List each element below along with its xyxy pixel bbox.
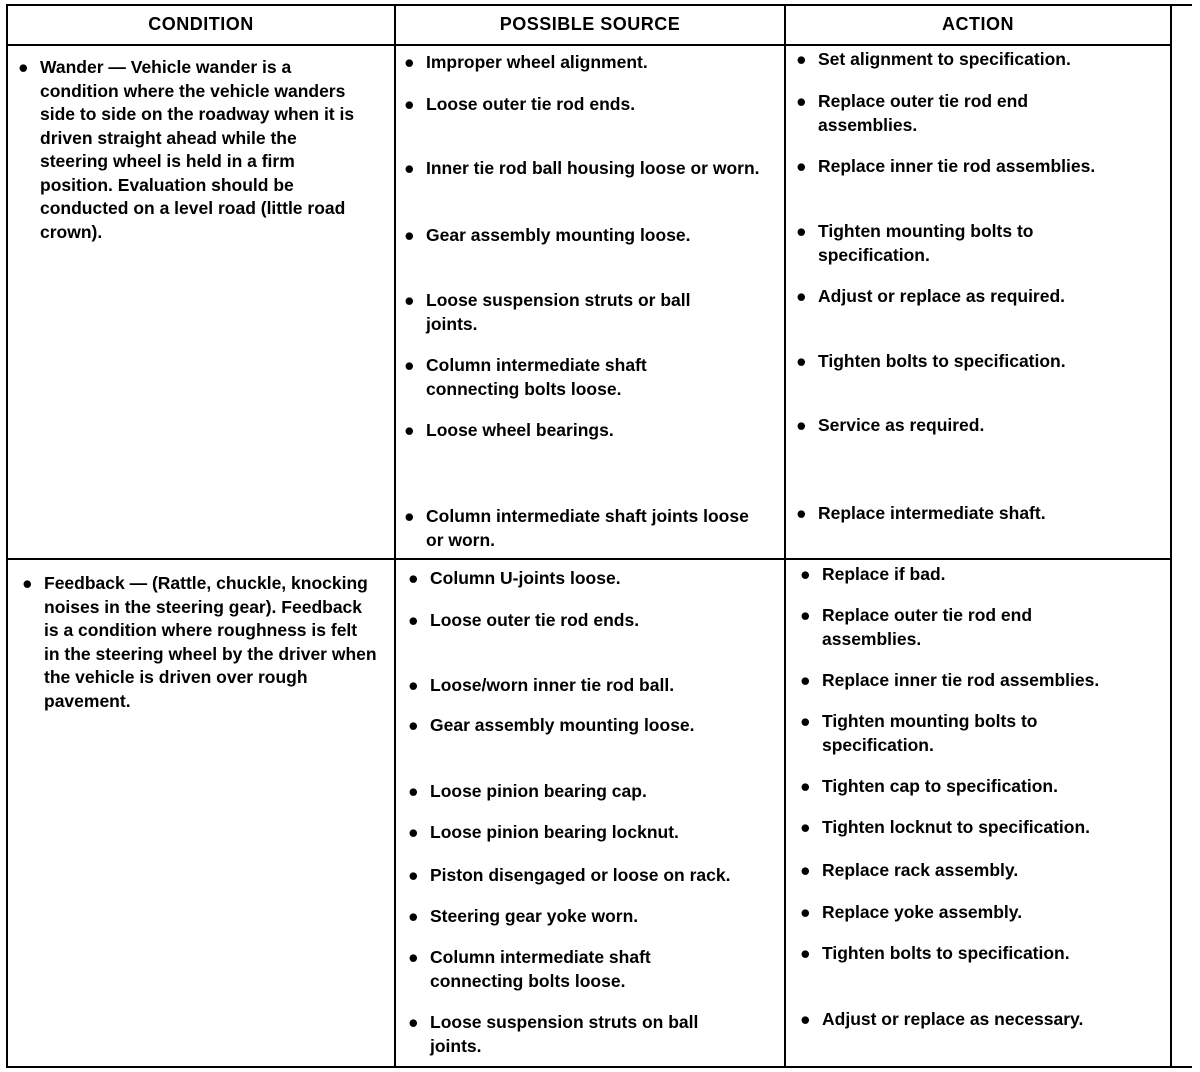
- bullet-icon: ●: [404, 420, 415, 440]
- bullet-icon: ●: [404, 290, 415, 310]
- bullet-icon: ●: [796, 156, 807, 176]
- bullet-icon: ●: [408, 610, 419, 630]
- action-item: ● Replace if bad.: [800, 563, 1165, 587]
- bullet-icon: ●: [408, 906, 419, 926]
- action-item: ● Replace outer tie rod end assemblies.: [796, 91, 1029, 135]
- condition-text: Feedback — (Rattle, chuckle, knocking noises in the steering gear). Feedback is a condition where roughness is felt in the steering wheel by the driver when the vehicle is driven over rough pavement.: [44, 573, 377, 711]
- source-item: ● Gear assembly mounting loose.: [408, 714, 778, 738]
- bullet-icon: ●: [800, 943, 811, 963]
- bullet-icon: ●: [22, 573, 33, 593]
- condition-text: Wander — Vehicle wander is a condition where the vehicle wanders side to side on the roadway when it is driven straight ahead while the steering wheel is held in a firm position. Evaluation should be conducted on a level road (little road crown).: [40, 57, 355, 242]
- header-condition: CONDITION: [148, 13, 254, 34]
- source-item: ● Loose pinion bearing cap.: [408, 780, 778, 804]
- bullet-icon: ●: [408, 865, 419, 885]
- action-item: ● Tighten bolts to specification.: [796, 350, 1161, 374]
- bullet-icon: ●: [404, 94, 415, 114]
- bullet-icon: ●: [408, 781, 419, 801]
- table-bottom-border: [6, 1066, 1192, 1068]
- action-item: ● Tighten cap to specification.: [800, 775, 1165, 799]
- source-item: ● Loose outer tie rod ends.: [404, 93, 774, 117]
- condition-wander: [18, 56, 368, 244]
- action-item: ● Adjust or replace as necessary.: [800, 1008, 1165, 1032]
- group-divider: [6, 558, 1172, 560]
- source-item: ● Improper wheel alignment.: [404, 51, 774, 75]
- bullet-icon: ●: [796, 221, 807, 241]
- action-item: ● Replace yoke assembly.: [800, 901, 1165, 925]
- table-right-border: [1170, 4, 1172, 1068]
- bullet-icon: ●: [408, 715, 419, 735]
- action-item: ● Replace intermediate shaft.: [796, 502, 1161, 526]
- source-item: ● Column intermediate shaft joints loose or worn.: [404, 506, 749, 550]
- action-item: ● Service as required.: [796, 414, 1161, 438]
- action-item: ● Replace inner tie rod assemblies.: [796, 155, 1161, 179]
- bullet-icon: ●: [796, 91, 807, 111]
- bullet-icon: ●: [408, 947, 419, 967]
- source-item: ● Column U-joints loose.: [408, 567, 778, 591]
- bullet-icon: ●: [796, 286, 807, 306]
- table-left-border: [6, 4, 8, 1068]
- source-item: ● Loose wheel bearings.: [404, 419, 774, 443]
- action-item: ● Replace rack assembly.: [800, 859, 1165, 883]
- source-item: ● Inner tie rod ball housing loose or worn.: [404, 157, 764, 181]
- bullet-icon: ●: [408, 675, 419, 695]
- bullet-icon: ●: [796, 415, 807, 435]
- column-divider-2: [784, 4, 786, 1068]
- source-item: ● Loose suspension struts or ball joints.: [404, 290, 691, 334]
- action-item: ● Tighten mounting bolts to specification.: [800, 711, 1038, 755]
- bullet-icon: ●: [404, 225, 415, 245]
- bullet-icon: ●: [800, 564, 811, 584]
- bullet-icon: ●: [800, 605, 811, 625]
- action-item: ● Replace outer tie rod end assemblies.: [800, 605, 1033, 649]
- column-divider-1: [394, 4, 396, 1068]
- condition-feedback: [22, 572, 377, 713]
- bullet-icon: ●: [18, 57, 29, 77]
- bullet-icon: ●: [800, 817, 811, 837]
- bullet-icon: ●: [800, 670, 811, 690]
- source-item: ● Loose suspension struts on ball joints.: [408, 1012, 699, 1056]
- bullet-icon: ●: [408, 1012, 419, 1032]
- bullet-icon: ●: [800, 1009, 811, 1029]
- source-item: ● Column intermediate shaft connecting bolts loose.: [408, 947, 651, 991]
- bullet-icon: ●: [800, 711, 811, 731]
- bullet-icon: ●: [408, 822, 419, 842]
- header-possible-source: POSSIBLE SOURCE: [499, 13, 681, 34]
- source-item: ● Loose pinion bearing locknut.: [408, 821, 778, 845]
- source-item: ● Column intermediate shaft connecting bolts loose.: [404, 355, 647, 399]
- bullet-icon: ●: [800, 860, 811, 880]
- action-item: ● Adjust or replace as required.: [796, 285, 1161, 309]
- bullet-icon: ●: [404, 158, 415, 178]
- bullet-icon: ●: [800, 902, 811, 922]
- header-action: ACTION: [942, 13, 1014, 34]
- source-item: ● Steering gear yoke worn.: [408, 905, 778, 929]
- source-item: ● Piston disengaged or loose on rack.: [408, 864, 783, 888]
- bullet-icon: ●: [800, 776, 811, 796]
- action-item: ● Tighten mounting bolts to specification.: [796, 221, 1034, 265]
- bullet-icon: ●: [404, 506, 415, 526]
- bullet-icon: ●: [408, 568, 419, 588]
- bullet-icon: ●: [796, 351, 807, 371]
- diagnosis-table: [6, 4, 1192, 1068]
- source-item: ● Loose/worn inner tie rod ball.: [408, 674, 778, 698]
- header-divider: [6, 44, 1172, 46]
- action-item: ● Tighten bolts to specification.: [800, 942, 1165, 966]
- action-item: ● Replace inner tie rod assemblies.: [800, 669, 1165, 693]
- bullet-icon: ●: [796, 503, 807, 523]
- bullet-icon: ●: [796, 49, 807, 69]
- bullet-icon: ●: [404, 52, 415, 72]
- action-item: ● Set alignment to specification.: [796, 48, 1161, 72]
- source-item: ● Gear assembly mounting loose.: [404, 224, 774, 248]
- bullet-icon: ●: [404, 355, 415, 375]
- source-item: ● Loose outer tie rod ends.: [408, 609, 778, 633]
- action-item: ● Tighten locknut to specification.: [800, 816, 1165, 840]
